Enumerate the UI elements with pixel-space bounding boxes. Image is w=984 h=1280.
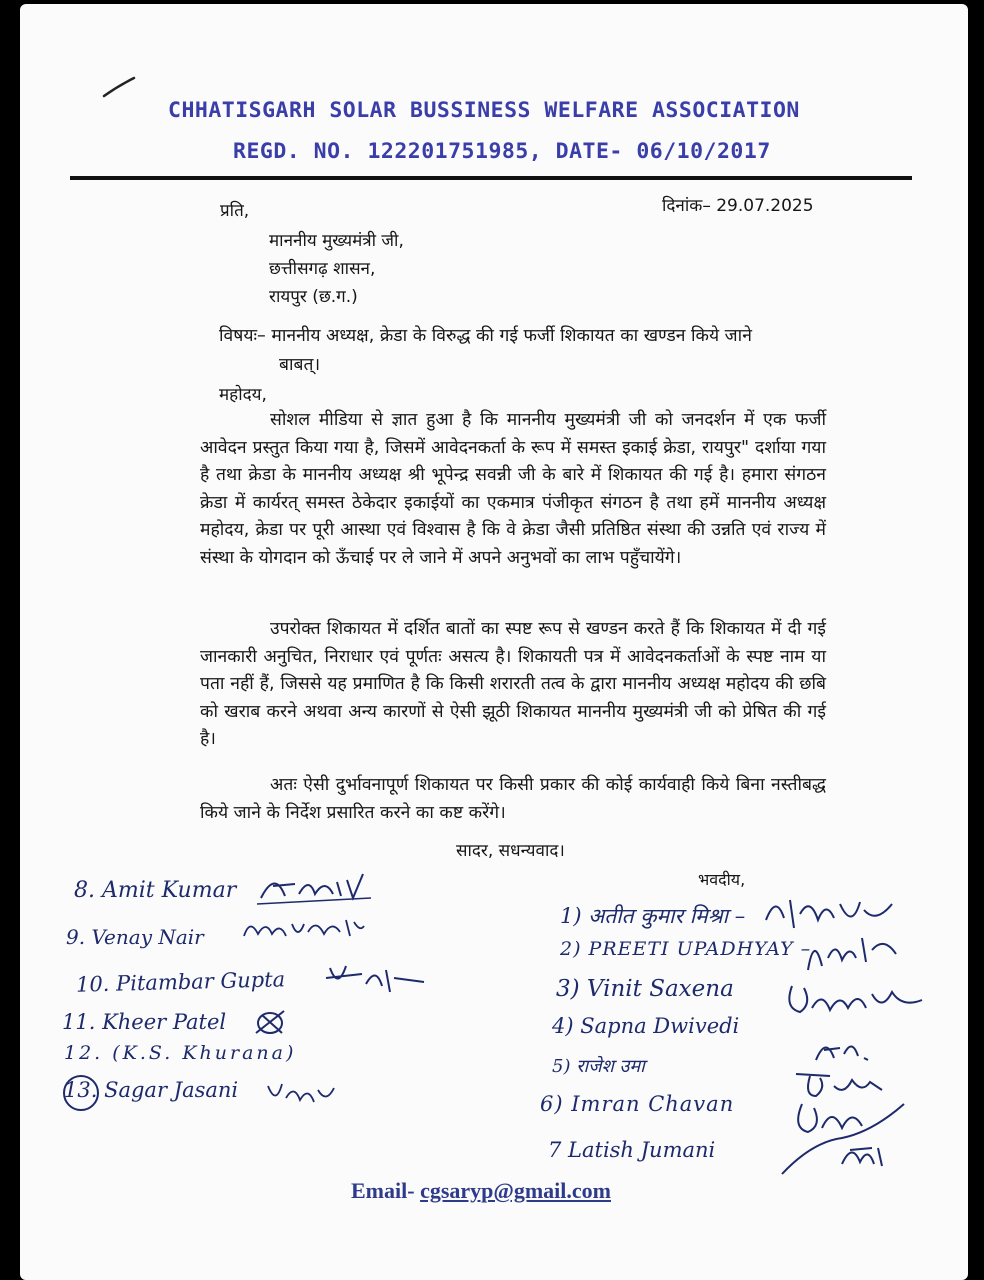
body-paragraph-2: उपरोक्त शिकायत में दर्शित बातों का स्पष्ट रूप से खण्डन करते हैं कि शिकायत में दी गई जानकारी अनुचित, निराधार एवं पूर्णतः असत्य है। शिकायती पत्र में आवेदनकर्ताओं के स्पष्ट नाम या पता नहीं हैं, जिससे यह प्रमाणित है कि किसी शरारती तत्व के द्वारा माननीय अध्यक्ष महोदय की छबि को खराब करने अथवा अन्य कारणों से ऐसी झूठी शिकायत माननीय मुख्यमंत्री जी को प्रेषित की गई है। [200, 619, 826, 749]
signatory-left-13: 13. Sagar Jasani [64, 1078, 239, 1102]
signatory-right-6: 6) Imran Chavan [540, 1092, 735, 1116]
body-paragraph-1: सोशल मीडिया से ज्ञात हुआ है कि माननीय मुख्यमंत्री जी को जनदर्शन में एक फर्जी आवेदन प्रस्तुत किया गया है, जिसमें आवेदनकर्ता के रूप में समस्त इकाई क्रेडा, रायपुर" दर्शाया गया है तथा क्रेडा के माननीय अध्यक्ष श्री भूपेन्द्र सवन्नी जी के बारे में शिकायत की गई है। हमारा संगठन क्रेडा में कार्यरत् समस्त ठेकेदार इकाईयों का एकमात्र पंजीकृत संगठन है तथा हमें माननीय अध्यक्ष महोदय, क्रेडा पर पूरी आस्था एवं विश्वास है कि वे क्रेडा जैसी प्रतिष्ठित संस्था की उन्नति एवं राज्य में संस्था के योगदान को ऊँचाई पर ले जाने में अपने अनुभवों का लाभ पहुँचायेंगे। [200, 410, 826, 568]
signatory-left-9: 9. Venay Nair [66, 925, 204, 949]
body-paragraph-3: अतः ऐसी दुर्भावनापूर्ण शिकायत पर किसी प्रकार की कोई कार्यवाही किये बिना नस्तीबद्ध किये जाने के निर्देश प्रसारित करने का कष्ट करेंगे। [200, 775, 826, 823]
signatory-left-11: 11. Kheer Patel [62, 1010, 227, 1034]
subject-line-2: बाबत्। [279, 355, 321, 375]
bhavdiya: भवदीय, [698, 870, 746, 889]
pen-mark-icon [100, 72, 140, 102]
recipient-line-1: माननीय मुख्यमंत्री जी, [269, 231, 404, 251]
signature-9-scribble [238, 910, 368, 950]
signature-7-scribble [834, 1136, 894, 1176]
recipient-line-3: रायपुर (छ.ग.) [269, 287, 358, 307]
signatory-right-1: 1) अतीत कुमार मिश्रा – [560, 904, 746, 928]
signatory-right-3: 3) Vinit Saxena [556, 976, 734, 1002]
circled-number-13 [60, 1072, 104, 1116]
signature-3-scribble [782, 978, 932, 1028]
letter-date: दिनांक– 29.07.2025 [662, 196, 814, 216]
signatory-right-7: 7 Latish Jumani [548, 1138, 716, 1162]
org-name: CHHATISGARH SOLAR BUSSINESS WELFARE ASSOCIATION [168, 98, 800, 123]
header-divider [70, 176, 912, 180]
signature-13-scribble [262, 1076, 342, 1116]
signature-11-scribble [248, 1003, 298, 1043]
recipient-line-2: छत्तीसगढ़ शासन, [269, 259, 376, 279]
email-link[interactable]: cgsaryp@gmail.com [420, 1178, 611, 1203]
signature-4-scribble [810, 1030, 880, 1070]
signature-2-scribble [800, 928, 910, 978]
signatory-left-8: 8. Amit Kumar [74, 878, 237, 903]
signatory-left-12: 12. (K.S. Khurana) [64, 1042, 297, 1064]
signature-8-scribble [255, 868, 375, 908]
closing: सादर, सधन्यवाद। [456, 841, 565, 861]
prati-label: प्रति, [220, 201, 250, 221]
registration-line: REGD. NO. 122201751985, DATE- 06/10/2017 [233, 139, 771, 164]
subject-line-1: विषयः– माननीय अध्यक्ष, क्रेडा के विरुद्ध की गई फर्जी शिकायत का खण्डन किये जाने [219, 326, 752, 346]
salutation: महोदय, [219, 385, 267, 405]
signatory-right-5: 5) राजेश उमा [552, 1056, 645, 1077]
signatory-right-2: 2) PREETI UPADHYAY – [560, 938, 812, 960]
signatory-right-4: 4) Sapna Dwivedi [552, 1014, 740, 1038]
footer-email [351, 1178, 611, 1204]
signatory-left-10: 10. Pitambar Gupta [75, 967, 286, 997]
email-label: Email- [351, 1178, 415, 1203]
signature-10-scribble [320, 960, 430, 1000]
